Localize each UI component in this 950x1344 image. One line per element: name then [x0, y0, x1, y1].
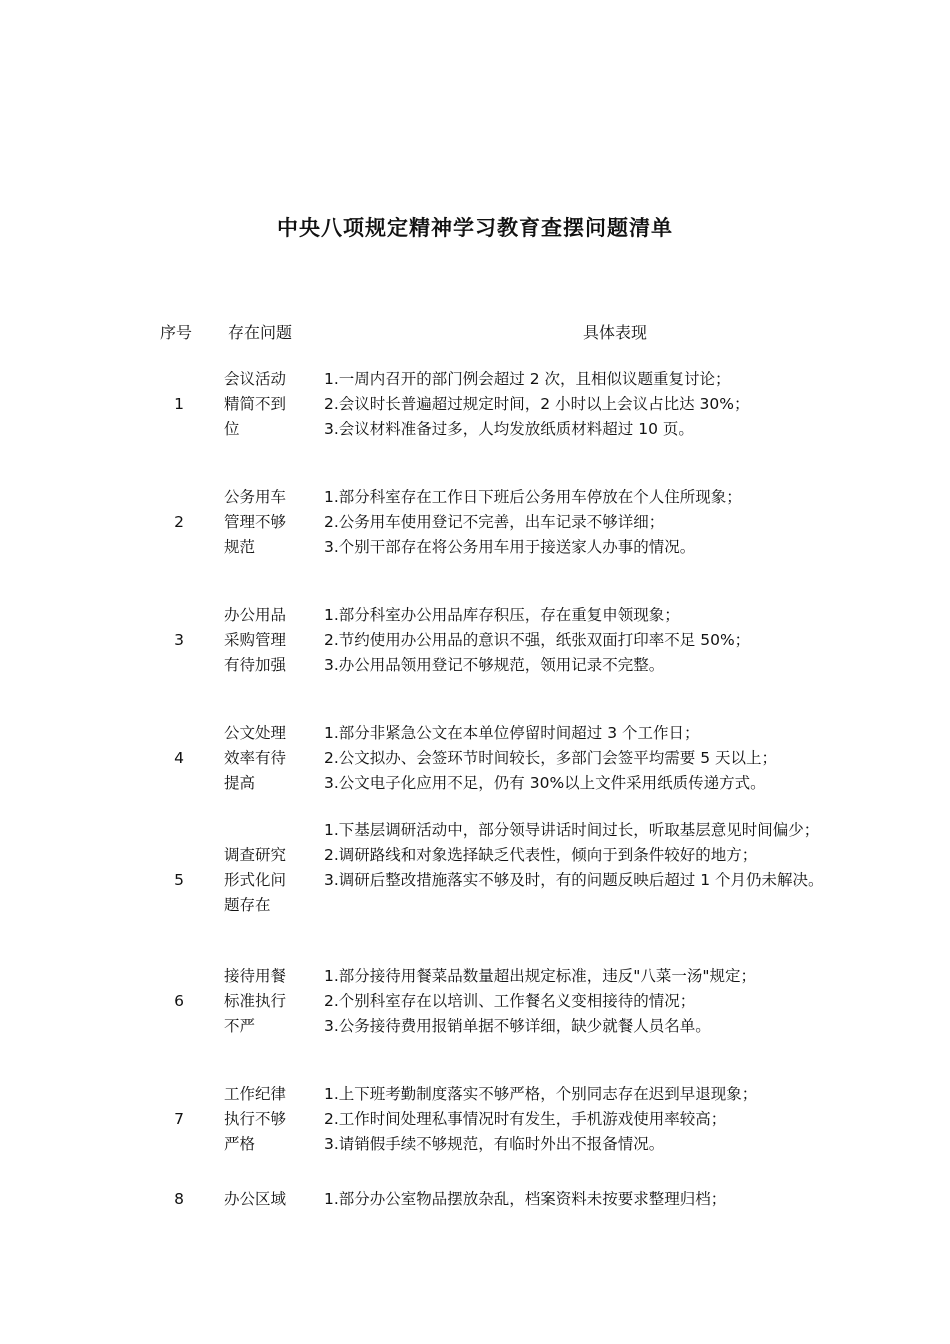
issue-line: 接待用餐 [224, 967, 287, 985]
issue-line: 公务用车 [224, 488, 287, 506]
detail-item: 1.一周内召开的部门例会超过 2 次，且相似议题重复讨论； [324, 370, 731, 388]
page-title: 中央八项规定精神学习教育查摆问题清单 [277, 216, 673, 240]
row-number: 4 [174, 749, 184, 767]
row-detail [324, 1187, 898, 1212]
issue-line: 执行不够 [224, 1110, 287, 1128]
row-number: 5 [174, 871, 184, 889]
detail-item: 1.部分办公室物品摆放杂乱，档案资料未按要求整理归档； [324, 1190, 727, 1208]
detail-item: 2.会议时长普遍超过规定时间，2 小时以上会议占比达 30%； [324, 395, 750, 413]
detail-item: 2.调研路线和对象选择缺乏代表性，倾向于到条件较好的地方； [324, 846, 758, 864]
row-issue [224, 603, 304, 678]
detail-item: 2.工作时间处理私事情况时有发生，手机游戏使用率较高； [324, 1110, 727, 1128]
issue-line: 办公区域 [224, 1190, 287, 1208]
detail-item: 3.公文电子化应用不足，仍有 30%以上文件采用纸质传递方式。 [324, 774, 766, 792]
row-issue [224, 721, 304, 796]
issue-line: 采购管理 [224, 631, 287, 649]
issue-line: 工作纪律 [224, 1085, 287, 1103]
row-issue [224, 485, 304, 560]
issue-line: 精简不到 [224, 395, 287, 413]
detail-item: 2.公务用车使用登记不完善，出车记录不够详细； [324, 513, 665, 531]
row-number: 6 [174, 992, 184, 1010]
row-issue [224, 843, 304, 918]
detail-item: 3.请销假手续不够规范，有临时外出不报备情况。 [324, 1135, 665, 1153]
issue-line: 效率有待 [224, 749, 287, 767]
issue-line: 调查研究 [224, 846, 287, 864]
issue-line: 位 [224, 420, 240, 438]
row-issue [224, 367, 304, 442]
row-issue [224, 1082, 304, 1157]
issue-line: 会议活动 [224, 370, 287, 388]
issue-line: 公文处理 [224, 724, 287, 742]
row-detail [324, 485, 898, 560]
header-issue: 存在问题 [228, 323, 293, 342]
issue-line: 标准执行 [224, 992, 287, 1010]
row-detail [324, 964, 898, 1039]
detail-item: 3.会议材料准备过多，人均发放纸质材料超过 10 页。 [324, 420, 694, 438]
row-detail [324, 1082, 898, 1157]
detail-item: 1.部分非紧急公文在本单位停留时间超过 3 个工作日； [324, 724, 700, 742]
detail-item: 2.个别科室存在以培训、工作餐名义变相接待的情况； [324, 992, 696, 1010]
detail-item: 3.调研后整改措施落实不够及时，有的问题反映后超过 1 个月仍未解决。 [324, 871, 824, 889]
issue-line: 不严 [224, 1017, 256, 1035]
row-detail [324, 603, 898, 678]
row-number: 1 [174, 395, 184, 413]
row-detail [324, 818, 898, 893]
issue-line: 严格 [224, 1135, 256, 1153]
issue-line: 形式化问 [224, 871, 287, 889]
issue-line: 管理不够 [224, 513, 287, 531]
row-detail [324, 721, 898, 796]
row-number: 7 [174, 1110, 184, 1128]
issue-line: 有待加强 [224, 656, 287, 674]
issue-line: 提高 [224, 774, 256, 792]
row-number: 2 [174, 513, 184, 531]
detail-item: 3.个别干部存在将公务用车用于接送家人办事的情况。 [324, 538, 696, 556]
row-issue [224, 964, 304, 1039]
detail-item: 1.下基层调研活动中，部分领导讲话时间过长，听取基层意见时间偏少； [324, 821, 820, 839]
row-number: 8 [174, 1190, 184, 1208]
header-no: 序号 [160, 323, 193, 342]
issue-line: 办公用品 [224, 606, 287, 624]
detail-item: 1.部分接待用餐菜品数量超出规定标准，违反"八菜一汤"规定； [324, 967, 757, 985]
header-detail: 具体表现 [583, 323, 648, 342]
detail-item: 3.公务接待费用报销单据不够详细，缺少就餐人员名单。 [324, 1017, 711, 1035]
detail-item: 2.公文拟办、会签环节时间较长，多部门会签平均需要 5 天以上； [324, 749, 778, 767]
detail-item: 2.节约使用办公用品的意识不强，纸张双面打印率不足 50%； [324, 631, 751, 649]
issue-line: 规范 [224, 538, 256, 556]
row-number: 3 [174, 631, 184, 649]
row-detail [324, 367, 898, 442]
issue-line: 题存在 [224, 896, 271, 914]
detail-item: 3.办公用品领用登记不够规范，领用记录不完整。 [324, 656, 665, 674]
row-issue [224, 1187, 304, 1212]
detail-item: 1.上下班考勤制度落实不够严格，个别同志存在迟到早退现象； [324, 1085, 758, 1103]
detail-item: 1.部分科室办公用品库存积压，存在重复申领现象； [324, 606, 680, 624]
detail-item: 1.部分科室存在工作日下班后公务用车停放在个人住所现象； [324, 488, 742, 506]
